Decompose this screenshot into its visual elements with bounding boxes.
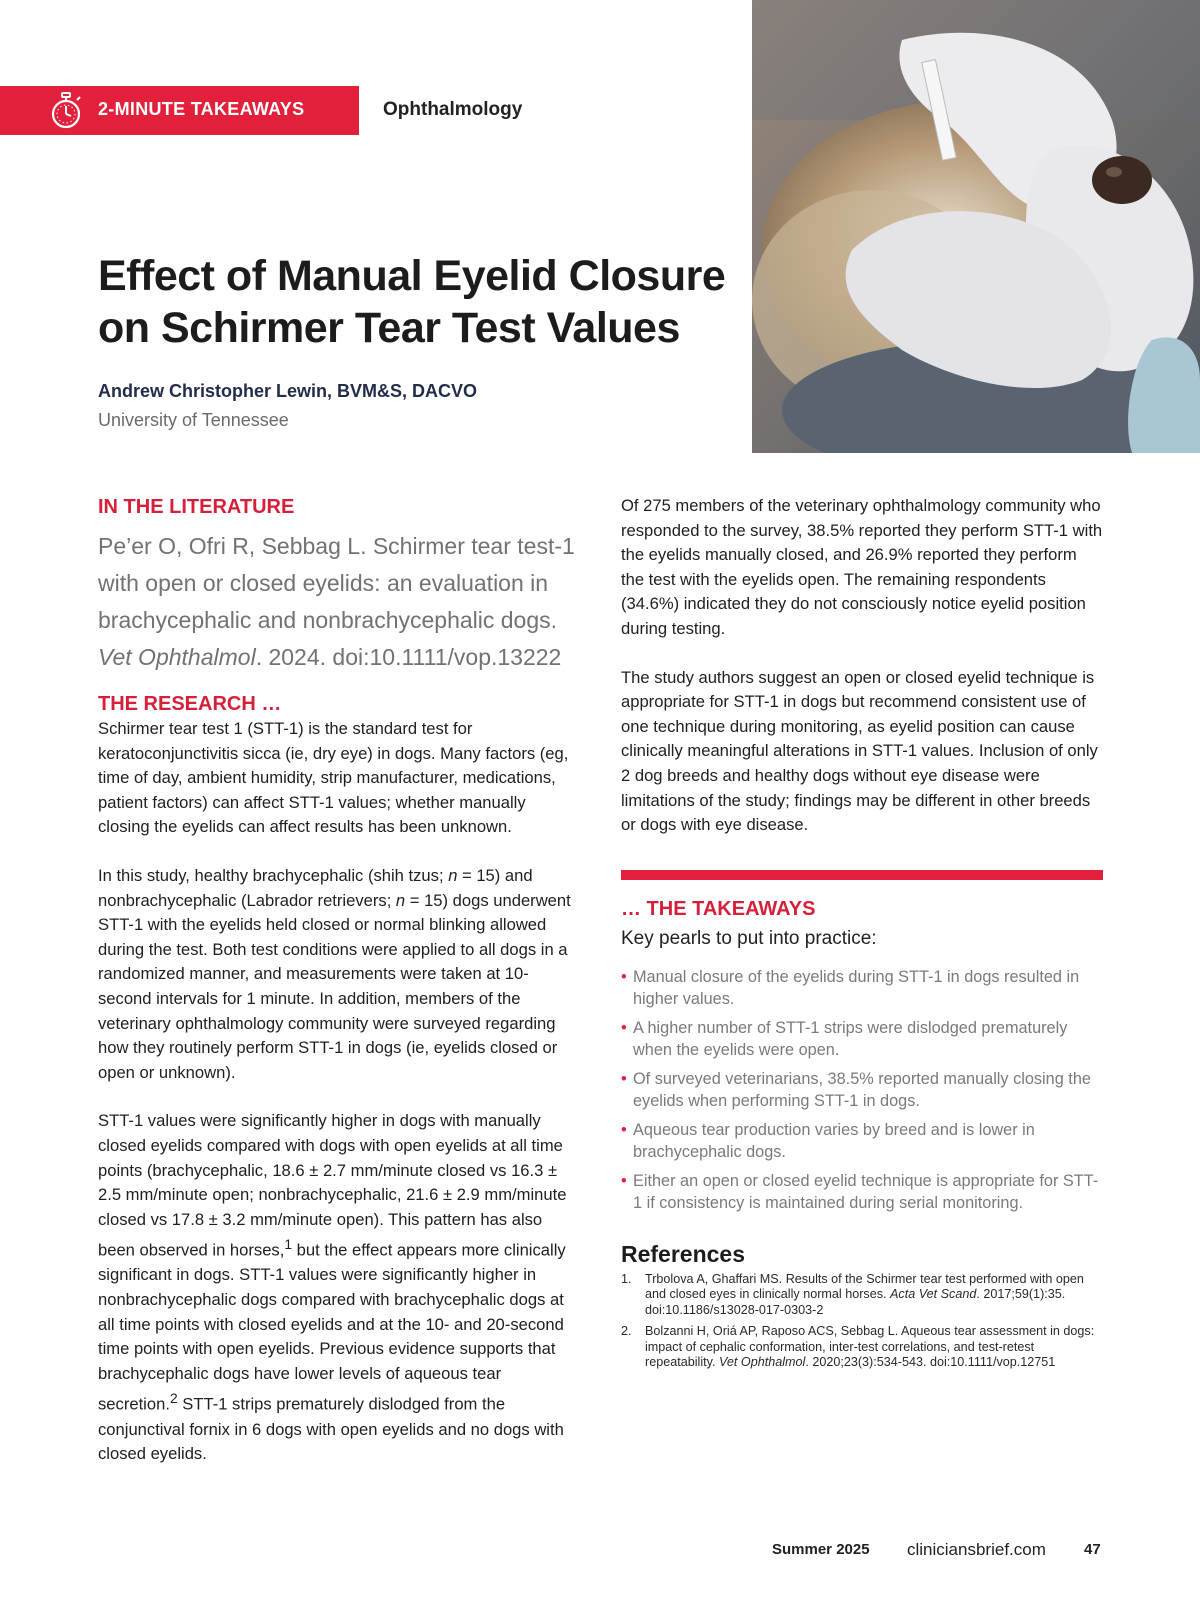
p3-part-b: but the effect appears more clinically significant in dogs. STT-1 values were significantly higher in nonbrachycephalic dogs compared with brachycephalic dogs at all time points with closed eyelids and at the 10- and 20-second time points with open eyelids. Previous evidence supports that brachycephalic dogs have lower levels of aqueous tear secretion. <box>98 1240 566 1414</box>
list-item: • Of surveyed veterinarians, 38.5% reported manually closing the eyelids when performing STT-1 in dogs. <box>621 1068 1103 1113</box>
research-paragraph-3 <box>98 1109 578 1466</box>
references-list <box>621 1272 1103 1371</box>
references-heading: References <box>621 1240 746 1267</box>
right-column <box>621 494 1103 1377</box>
literature-citation <box>98 528 578 676</box>
p3-part-c: STT-1 strips prematurely dislodged from the conjunctival fornix in 6 dogs with open eyelids and no dogs with closed eyelids. <box>98 1394 564 1464</box>
reference-sup-1[interactable]: 1 <box>284 1236 293 1253</box>
reference-journal: Acta Vet Scand <box>890 1287 977 1302</box>
article-title <box>98 250 738 354</box>
left-column <box>98 494 578 1491</box>
list-item: • A higher number of STT-1 strips were dislodged prematurely when the eyelids were open. <box>621 1017 1103 1062</box>
p2-part-b: = 15) and nonbrachycephalic (Labrador retrievers; <box>98 865 533 910</box>
takeaways-list <box>621 966 1103 1215</box>
citation-journal: Vet Ophthalmol <box>98 644 256 670</box>
title-line-2: on Schirmer Tear Test Values <box>98 304 680 352</box>
survey-paragraph-1: Of 275 members of the veterinary ophthalmology community who responded to the survey, 38.5% reported they perform STT-1 with the eyelids manually closed, and 26.9% reported they perform the test with the eyelids open. The remaining respondents (34.6%) indicated they do not consciously notice eyelid position during testing. <box>621 496 1103 638</box>
p2-part-a: In this study, healthy brachycephalic (shih tzus; <box>98 865 449 885</box>
reference-tail: . 2020;23(3):534-543. doi:10.1111/vop.12751 <box>805 1355 1056 1370</box>
research-paragraph-1: Schirmer tear test 1 (STT-1) is the standard test for keratoconjunctivitis sicca (ie, dry eye) in dogs. Many factors (eg, time of day, ambient humidity, strip manufacturer, medications, patient factors) can affect STT-1 values; whether manually closing the eyelids can affect results has been unknown. <box>98 719 569 837</box>
citation-text: Pe’er O, Ofri R, Sebbag L. Schirmer tear test-1 with open or closed eyelids: an evaluation in brachycephalic and nonbrachycephalic dogs. <box>98 533 575 633</box>
reference-item <box>621 1272 1103 1319</box>
reference-text: Bolzanni H, Oriá AP, Raposo ACS, Sebbag L. Aqueous tear assessment in dogs: impact of cephalic conformation, inter-test correlations, and test-retest repeatability. <box>645 1324 1095 1370</box>
banner-label: 2-MINUTE TAKEAWAYS <box>98 99 305 119</box>
section-label: Ophthalmology <box>383 99 523 120</box>
takeaways-heading: … THE TAKEAWAYS <box>621 897 816 920</box>
footer-issue: Summer 2025 <box>772 1541 870 1558</box>
reference-number: 2. <box>621 1324 632 1339</box>
article-photo <box>752 0 1200 453</box>
page-number: 47 <box>1084 1541 1101 1558</box>
footer-site-link[interactable]: cliniciansbrief.com <box>907 1540 1046 1559</box>
reference-number: 1. <box>621 1271 632 1286</box>
stopwatch-icon <box>47 90 85 130</box>
takeaways-banner <box>0 86 359 135</box>
list-item: • Manual closure of the eyelids during STT-1 in dogs resulted in higher values. <box>621 966 1103 1011</box>
research-paragraph-2 <box>98 864 578 1085</box>
literature-heading: IN THE LITERATURE <box>98 496 295 518</box>
p3-part-a: STT-1 values were significantly higher in dogs with manually closed eyelids compared with dogs with open eyelids at all time points (brachycephalic, 18.6 ± 2.7 mm/minute closed vs 16.3 ± 2.5 mm/minute open; nonbrachycephalic, 21.6 ± 2.9 mm/minute closed vs 17.8 ± 3.2 mm/minute open). This pattern has also been observed in horses, <box>98 1111 567 1260</box>
reference-journal: Vet Ophthalmol <box>718 1355 806 1370</box>
list-item: • Aqueous tear production varies by breed and is lower in brachycephalic dogs. <box>621 1119 1103 1164</box>
list-item: • Either an open or closed eyelid technique is appropriate for STT-1 if consistency is maintained during serial monitoring. <box>621 1170 1103 1215</box>
author-affiliation: University of Tennessee <box>98 410 289 430</box>
citation-tail: . 2024. doi:10.1111/vop.13222 <box>255 644 562 670</box>
survey-paragraph-2: The study authors suggest an open or closed eyelid technique is appropriate for STT-1 in dogs but recommend consistent use of one technique during monitoring, as eyelid position can cause clinically meaningful alterations in STT-1 values. Inclusion of only 2 dog breeds and healthy dogs without eye disease were limitations of the study; findings may be different in other breeds or dogs with eye disease. <box>621 667 1098 835</box>
p2-n-1: n <box>448 865 458 885</box>
reference-sup-2[interactable]: 2 <box>169 1390 178 1407</box>
research-heading: THE RESEARCH … <box>98 693 282 715</box>
p2-n-2: n <box>395 890 406 910</box>
reference-item <box>621 1324 1103 1371</box>
reference-tail: . 2017;59(1):35. doi:10.1186/s13028-017-0303-2 <box>645 1287 1066 1317</box>
author-name: Andrew Christopher Lewin, BVM&S, DACVO <box>98 381 478 401</box>
title-line-1: Effect of Manual Eyelid Closure <box>98 252 726 300</box>
takeaways-subheading: Key pearls to put into practice: <box>621 927 877 949</box>
p2-part-c: = 15) dogs underwent STT-1 with the eyelids held closed or normal blinking allowed during the test. Both test conditions were applied to all dogs in a randomized manner, and measurements were taken at 10-second intervals for 1 minute. In addition, members of the veterinary ophthalmology community were surveyed regarding how they routinely perform STT-1 in dogs (ie, eyelids closed or open or unknown). <box>98 890 571 1082</box>
takeaways-divider <box>621 870 1103 880</box>
reference-text: Trbolova A, Ghaffari MS. Results of the Schirmer tear test performed with open and closed eyes in clinically normal horses. <box>645 1271 1084 1302</box>
